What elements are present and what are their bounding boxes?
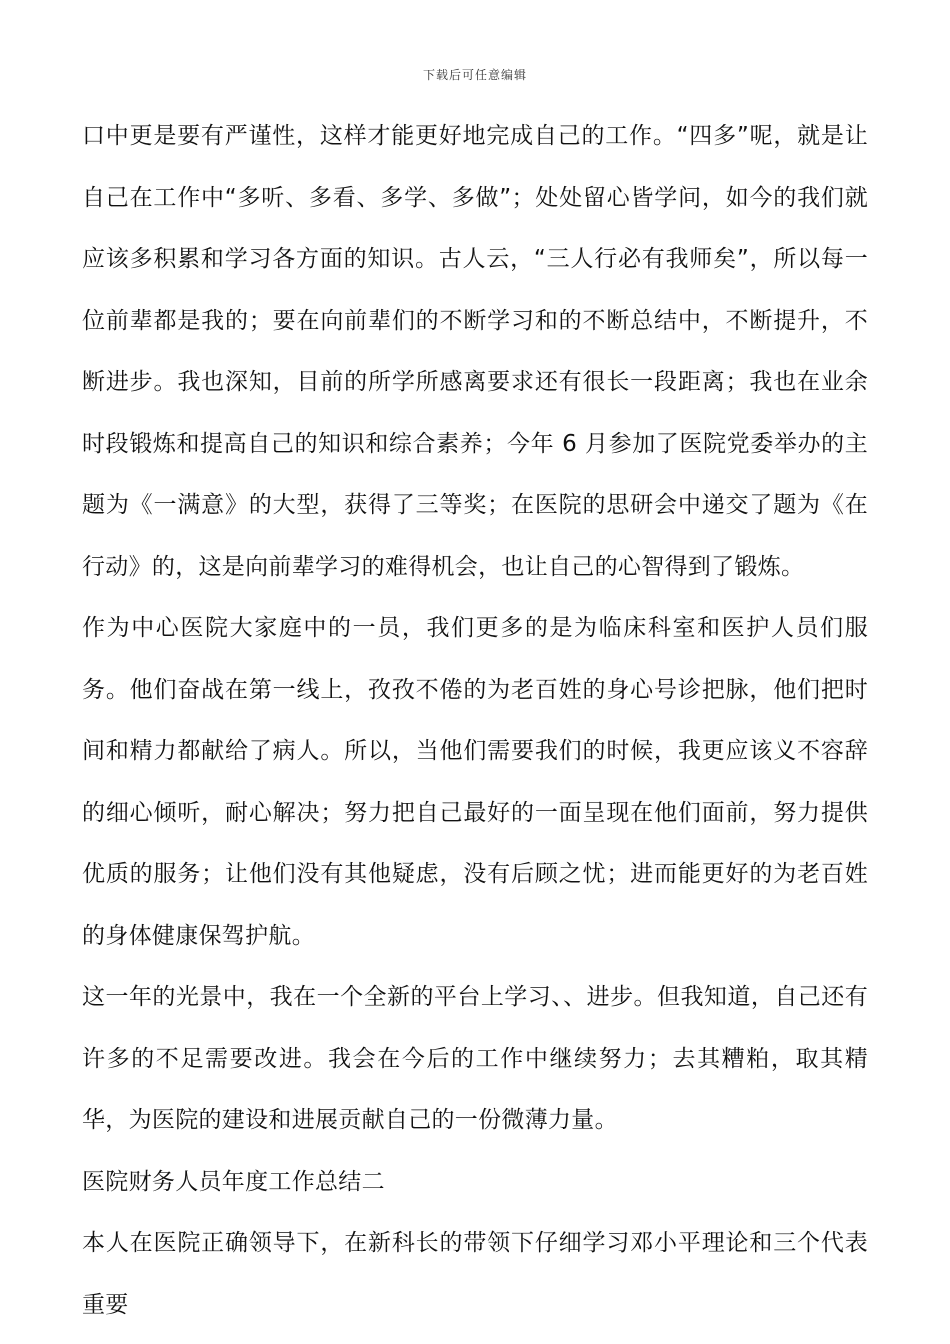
paragraph-3: 这一年的光景中，我在一个全新的平台上学习、、进步。但我知道，自己还有许多的不足需要改进。我会在今后的工作中继续努力；去其糟粕，取其精华，为医院的建设和进展贡献自己的一份微薄力量。 <box>82 984 868 1133</box>
document-body <box>82 106 868 1336</box>
paragraph-1: 口中更是要有严谨性，这样才能更好地完成自己的工作。“四多”呢，就是让自己在工作中“多听、多看、多学、多做”；处处留心皆学问，如今的我们就应该多积累和学习各方面的知识。古人云，“三人行必有我师矣”，所以每一位前辈都是我的；要在向前辈们的不断学习和的不断总结中，不断提升，不断进步。我也深知，目前的所学所感离要求还有很长一段距离；我也在业余时段锻炼和提高自己的知识和综合素养；今年 6 月参加了医院党委举办的主题为《一满意》的大型，获得了三等奖；在医院的思研会中递交了题为《在行动》的，这是向前辈学习的难得机会，也让自己的心智得到了锻炼。 <box>82 123 868 580</box>
section-heading: 医院财务人员年度工作总结二 <box>82 1168 385 1195</box>
paragraph-2: 作为中心医院大家庭中的一员，我们更多的是为临床科室和医护人员们服务。他们奋战在第一线上，孜孜不倦的为老百姓的身心号诊把脉，他们把时间和精力都献给了病人。所以，当他们需要我们的时候，我更应该义不容辞的细心倾听，耐心解决；努力把自己最好的一面呈现在他们面前，努力提供优质的服务；让他们没有其他疑虑，没有后顾之忧；进而能更好的为老百姓的身体健康保驾护航。 <box>82 615 868 949</box>
page-header: 下载后可任意编辑 <box>422 68 527 82</box>
paragraph-4: 本人在医院正确领导下，在新科长的带领下仔细学习邓小平理论和三个代表重要 <box>82 1230 868 1318</box>
